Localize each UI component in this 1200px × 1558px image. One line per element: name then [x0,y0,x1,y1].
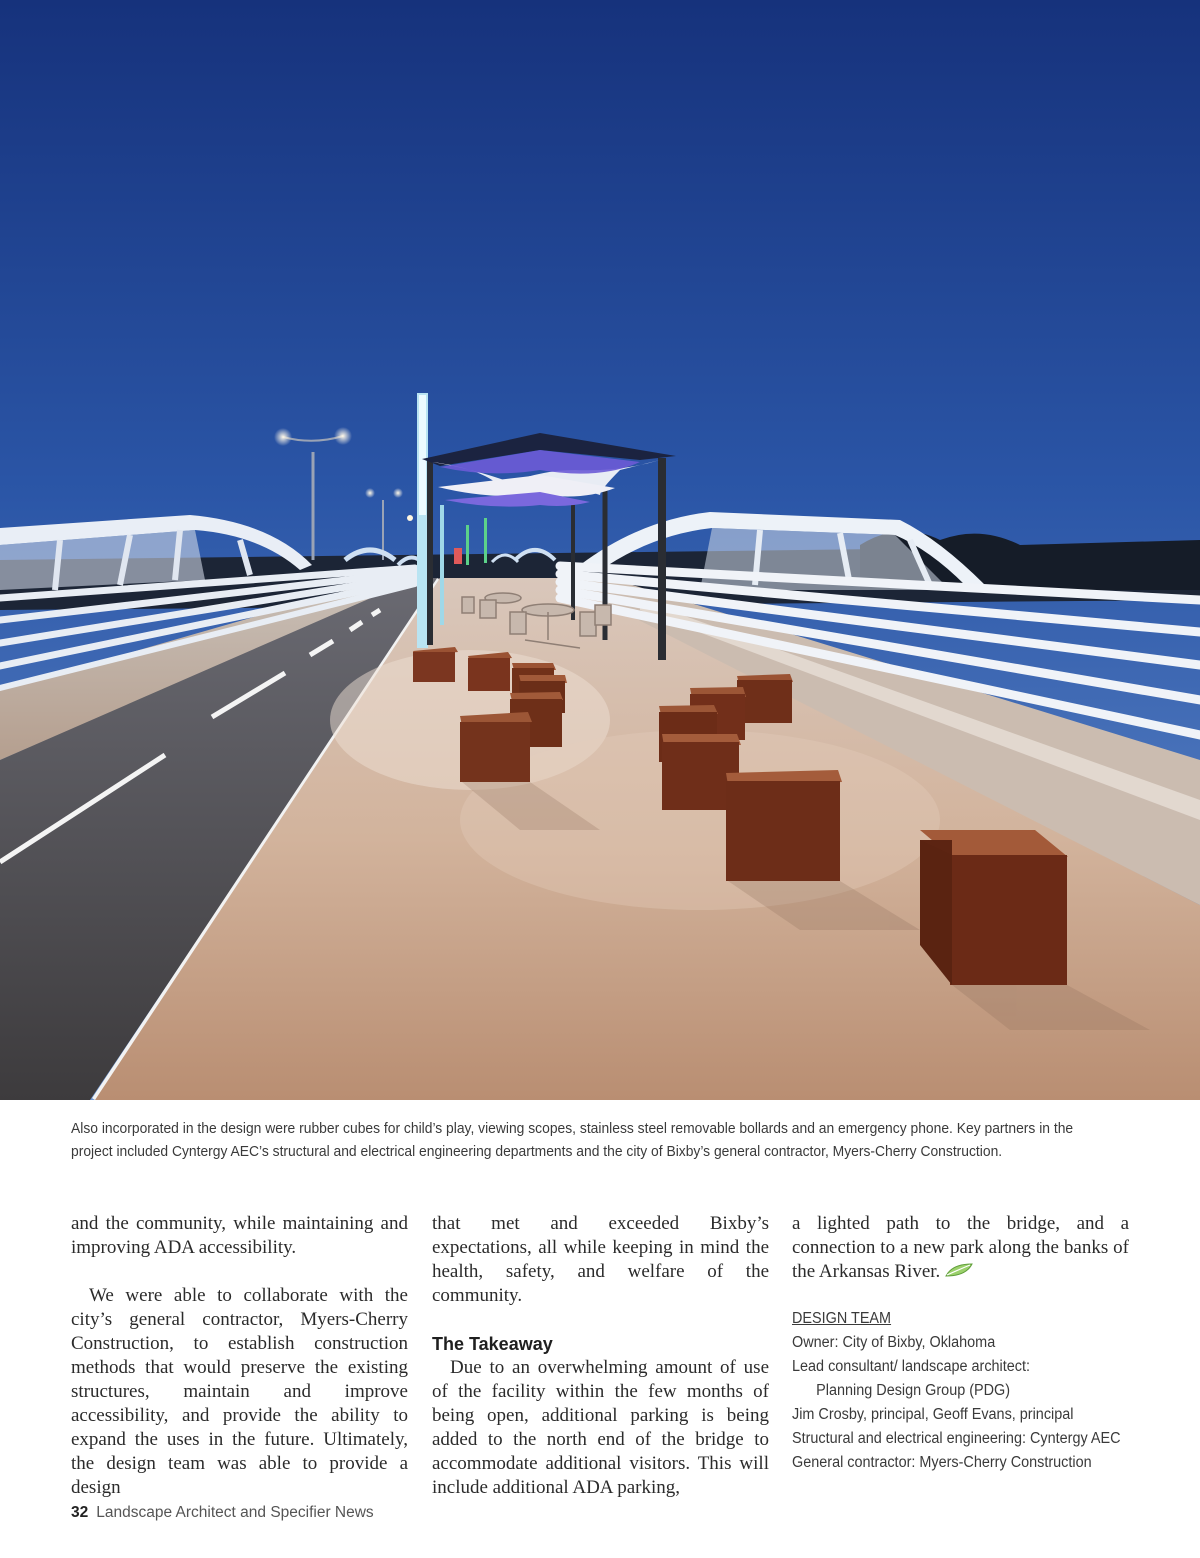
credit-line: Jim Crosby, principal, Geoff Evans, principal [792,1405,1074,1423]
page-number: 32 [71,1504,89,1521]
article-column-2 [432,1212,769,1500]
design-team-credits [792,1307,1136,1475]
paragraph-text: a lighted path to the bridge, and a connection to a new park along the banks of the Arkansas River. [792,1213,1129,1282]
article-column-3 [792,1212,1129,1475]
paragraph: that met and exceeded Bixby’s expectations, all while keeping in mind the health, safety, and welfare of the community. [432,1213,769,1306]
paragraph [792,1212,1129,1285]
design-team-title: DESIGN TEAM [792,1309,892,1327]
credit-line: Planning Design Group (PDG) [816,1381,1011,1399]
paragraph: and the community, while maintaining and improving ADA accessibility. [71,1213,408,1258]
photo-caption: Also incorporated in the design were rubber cubes for child’s play, viewing scopes, stainless steel removable bollards and an emergency phone. Key partners in the project included Cyntergy AEC’s structural and electrical engineering departments and the city of Bixby’s general contractor, Myers-Cherry Construction. [71,1121,1074,1160]
credit-line: Structural and electrical engineering: Cyntergy AEC [792,1429,1121,1447]
credit-line: Owner: City of Bixby, Oklahoma [792,1333,996,1351]
leaf-end-mark-icon [944,1261,974,1285]
publication-name: Landscape Architect and Specifier News [96,1504,374,1521]
section-heading: The Takeaway [432,1334,553,1354]
credit-line: General contractor: Myers-Cherry Construction [792,1453,1092,1471]
paragraph: We were able to collaborate with the city’s general contractor, Myers-Cherry Construction, to establish construction methods that would preserve the existing structures, maintain and improve accessibility, and provide the ability to expand the uses in the future. Ultimately, the design team was able to provide a design [71,1285,408,1498]
article-column-1 [71,1212,408,1500]
page-footer [71,1504,374,1522]
credit-line: Lead consultant/ landscape architect: [792,1357,1031,1375]
paragraph: Due to an overwhelming amount of use of the facility within the few months of being open, additional parking is being added to the north end of the bridge to accommodate additional visitors. This will include additional ADA parking, [432,1357,769,1498]
